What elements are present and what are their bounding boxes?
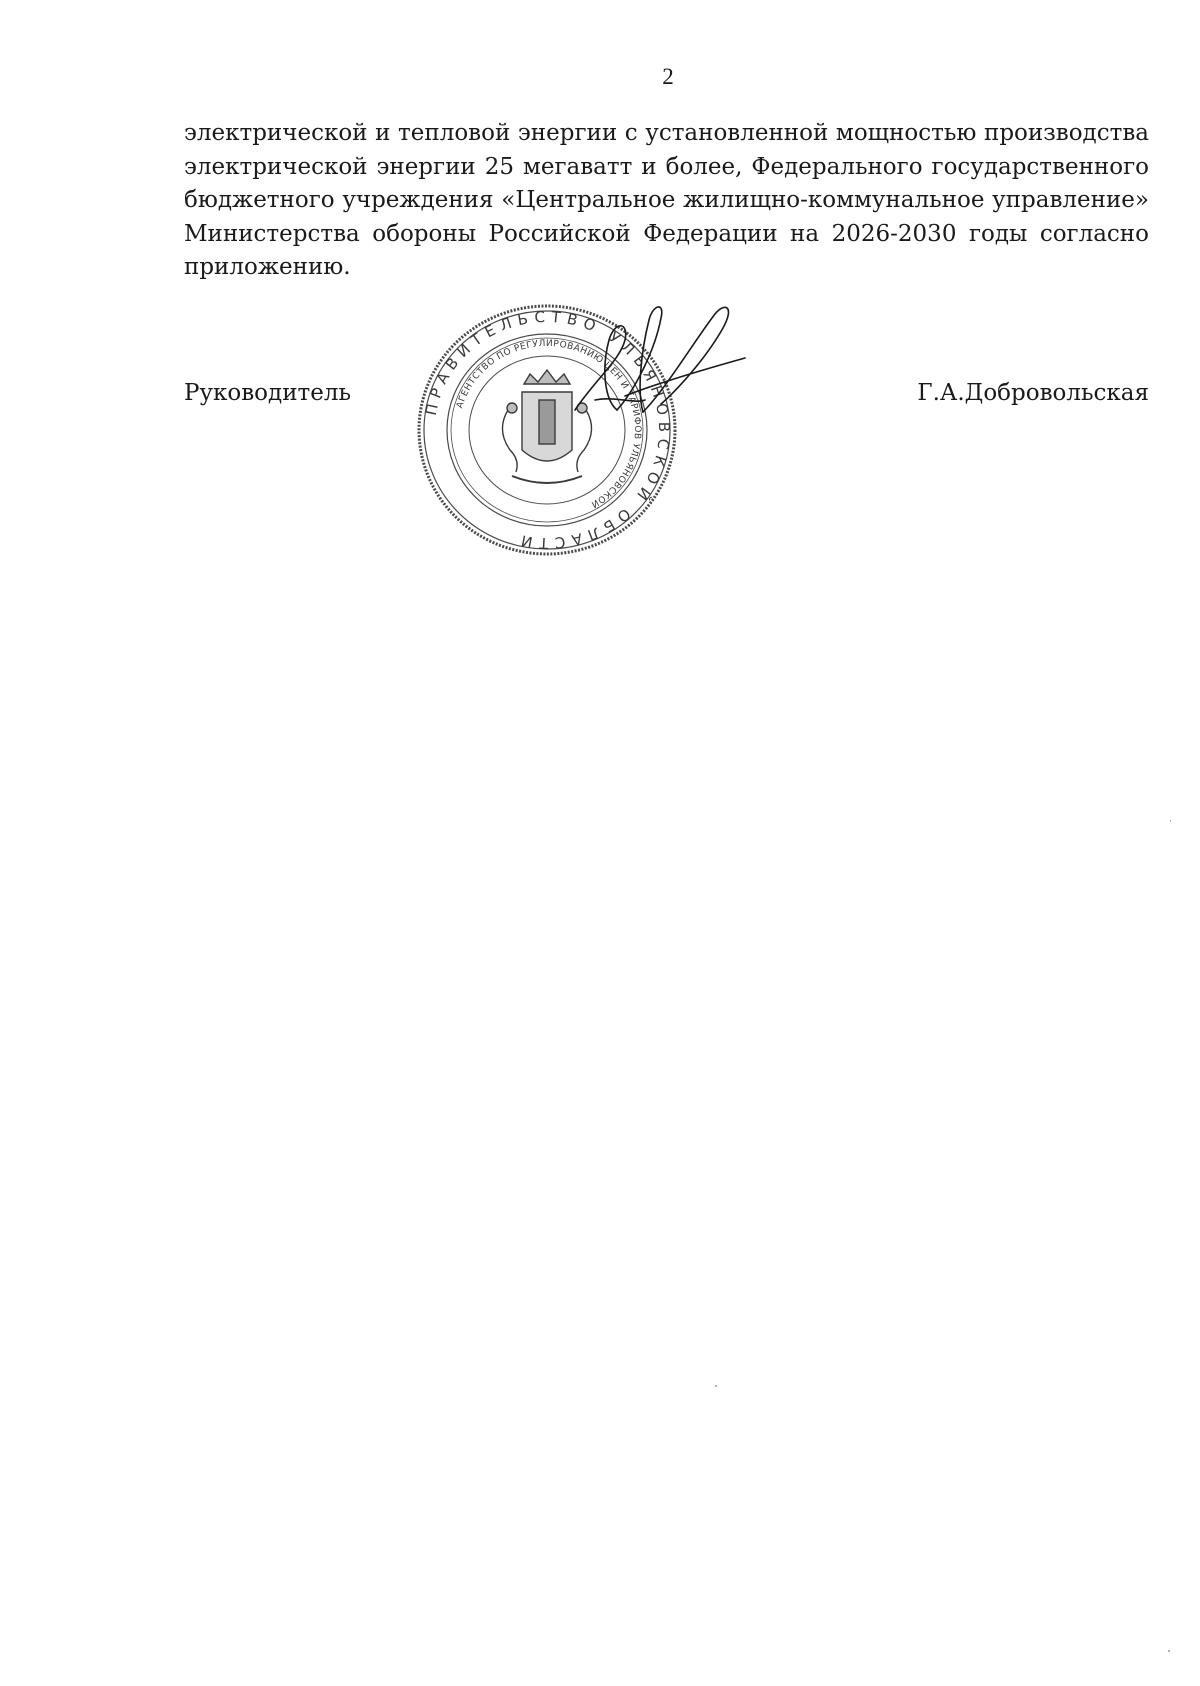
scan-speck — [715, 1385, 717, 1387]
signatory-role: Руководитель — [184, 380, 351, 406]
scan-speck — [1170, 820, 1171, 822]
signature-block — [184, 380, 1149, 420]
body-line: электрической энергии 25 мегаватт и более, Федерального государственного — [184, 153, 1149, 180]
signatory-name: Г.А.Добровольская — [917, 380, 1149, 406]
body-paragraph — [184, 117, 1149, 285]
body-line: Министерства обороны Российской Федерации на 2026-2030 годы согласно — [184, 220, 1149, 247]
stamp-inner-text: АГЕНТСТВО ПО РЕГУЛИРОВАНИЮ ЦЕН И ТАРИФОВ УЛЬЯНОВСКОЙ — [455, 338, 643, 510]
body-line: бюджетного учреждения «Центральное жилищно-коммунальное управление» — [184, 187, 1149, 214]
stamp-outer-text: ПРАВИТЕЛЬСТВО УЛЬЯНОВСКОЙ ОБЛАСТИ — [421, 307, 674, 553]
body-line: приложению. — [184, 254, 351, 281]
page-number: 2 — [662, 64, 674, 89]
scan-speck — [1168, 1650, 1170, 1652]
body-line: электрической и тепловой энергии с установленной мощностью производства — [184, 120, 1149, 146]
